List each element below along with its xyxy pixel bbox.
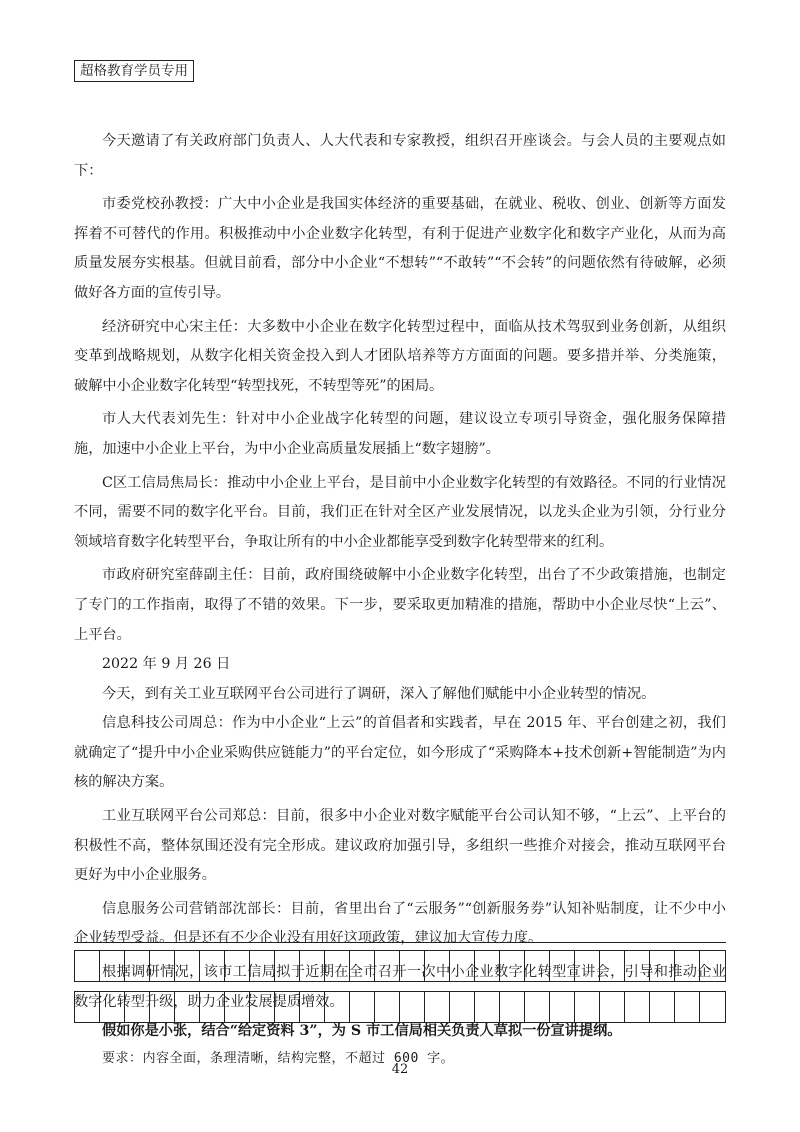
paragraph-intro: 今天邀请了有关政府部门负责人、人大代表和专家教授，组织召开座谈会。与会人员的主要观点如下： xyxy=(74,133,726,179)
grid-cell[interactable] xyxy=(250,992,275,1022)
grid-cell[interactable] xyxy=(475,992,500,1022)
grid-cell[interactable] xyxy=(650,951,675,981)
grid-cell[interactable] xyxy=(400,992,425,1022)
page-number: 42 xyxy=(391,1062,409,1077)
grid-cell[interactable] xyxy=(75,992,100,1022)
document-body xyxy=(74,127,726,1071)
grid-cell[interactable] xyxy=(275,992,300,1022)
grid-cell[interactable] xyxy=(100,951,125,981)
grid-cell[interactable] xyxy=(700,992,725,1022)
header-tag: 超格教育学员专用 xyxy=(74,60,194,82)
grid-cell[interactable] xyxy=(625,951,650,981)
grid-cell[interactable] xyxy=(75,951,100,981)
grid-cell[interactable] xyxy=(625,992,650,1022)
paragraph-conclusion: 根据调研情况，该市工信局拟于近期在全市召开一次中小企业数字化转型宣讲会，引导和推动企业数字化转型升级，助力企业发展提质增效。 xyxy=(74,964,726,1010)
grid-cell[interactable] xyxy=(125,951,150,981)
grid-cell[interactable] xyxy=(275,951,300,981)
grid-cell[interactable] xyxy=(100,992,125,1022)
grid-cell[interactable] xyxy=(650,992,675,1022)
grid-cell[interactable] xyxy=(200,992,225,1022)
paragraph-zheng: 工业互联网平台公司郑总：目前，很多中小企业对数字赋能平台公司认知不够，“上云”、上平台的积极性不高，整体氛围还没有完全形成。建议政府加强引导，多组织一些推介对接会，推动互联网平台更好为中小企业服务。 xyxy=(74,808,726,884)
grid-cell[interactable] xyxy=(300,951,325,981)
grid-cell[interactable] xyxy=(200,951,225,981)
grid-cell[interactable] xyxy=(475,951,500,981)
grid-cell[interactable] xyxy=(400,951,425,981)
paragraph-sun: 市委党校孙教授：广大中小企业是我国实体经济的重要基础，在就业、税收、创业、创新等方面发挥着不可替代的作用。积极推动中小企业数字化转型，有利于促进产业数字化和数字产业化，从而为高质量发展夯实根基。但就目前看，部分中小企业“不想转”“不敢转”“不会转”的问题依然有待破解，必须做好各方面的宣传引导。 xyxy=(74,196,726,301)
grid-cell[interactable] xyxy=(375,992,400,1022)
answer-grid-row[interactable] xyxy=(74,991,726,1023)
task-prompt: 假如你是小张，结合“给定资料 3”，为 S 市工信局相关负责人草拟一份宣讲提纲。 xyxy=(102,1023,622,1040)
grid-cell[interactable] xyxy=(525,992,550,1022)
grid-cell[interactable] xyxy=(600,951,625,981)
grid-cell[interactable] xyxy=(350,992,375,1022)
grid-cell[interactable] xyxy=(225,992,250,1022)
grid-top-rule xyxy=(74,942,726,943)
paragraph-liu: 市人大代表刘先生：针对中小企业战字化转型的问题，建议设立专项引导资金，强化服务保障措施，加速中小企业上平台，为中小企业高质量发展插上“数字翅膀”。 xyxy=(74,411,726,457)
grid-cell[interactable] xyxy=(500,951,525,981)
grid-cell[interactable] xyxy=(325,992,350,1022)
grid-cell[interactable] xyxy=(550,992,575,1022)
grid-cell[interactable] xyxy=(325,951,350,981)
grid-cell[interactable] xyxy=(675,951,700,981)
grid-cell[interactable] xyxy=(575,992,600,1022)
grid-cell[interactable] xyxy=(175,992,200,1022)
grid-cell[interactable] xyxy=(225,951,250,981)
grid-cell[interactable] xyxy=(525,951,550,981)
answer-grid[interactable] xyxy=(74,942,726,1023)
grid-cell[interactable] xyxy=(600,992,625,1022)
task-requirement: 要求：内容全面，条理清晰，结构完整，不超过 600 字。 xyxy=(102,1050,455,1066)
grid-cell[interactable] xyxy=(675,992,700,1022)
paragraph-zhou: 信息科技公司周总：作为中小企业“上云”的首倡者和实践者，早在 2015 年、平台创建之初，我们就确定了“提升中小企业采购供应链能力”的平台定位，如今形成了“采购降本+技术创新+智能制造”为内核的解决方案。 xyxy=(74,715,726,791)
paragraph-song: 经济研究中心宋主任：大多数中小企业在数字化转型过程中，面临从技术驾驭到业务创新，从组织变革到战略规划，从数字化相关资金投入到人才团队培养等方方面面的问题。要多措并举、分类施策，破解中小企业数字化转型“转型找死，不转型等死”的困局。 xyxy=(74,318,726,394)
grid-cell[interactable] xyxy=(425,992,450,1022)
grid-cell[interactable] xyxy=(375,951,400,981)
grid-cell[interactable] xyxy=(700,951,725,981)
grid-cell[interactable] xyxy=(500,992,525,1022)
grid-cell[interactable] xyxy=(450,992,475,1022)
paragraph-jiao: C区工信局焦局长：推动中小企业上平台，是目前中小企业数字化转型的有效路径。不同的行业情况不同，需要不同的数字化平台。目前，我们正在针对全区产业发展情况，以龙头企业为引领，分行业分领域培育数字化转型平台，争取让所有的中小企业都能享受到数字化转型带来的红利。 xyxy=(74,474,726,550)
grid-cell[interactable] xyxy=(250,951,275,981)
grid-cell[interactable] xyxy=(575,951,600,981)
paragraph-xue: 市政府研究室薛副主任：目前，政府围绕破解中小企业数字化转型，出台了不少政策措施，也制定了专门的工作指南，取得了不错的效果。下一步，要采取更加精准的措施，帮助中小企业尽快“上云”、上平台。 xyxy=(74,567,726,643)
grid-cell[interactable] xyxy=(150,992,175,1022)
grid-cell[interactable] xyxy=(450,951,475,981)
grid-cell[interactable] xyxy=(175,951,200,981)
answer-grid-row[interactable] xyxy=(74,950,726,982)
paragraph-survey: 今天，到有关工业互联网平台公司进行了调研，深入了解他们赋能中小企业转型的情况。 xyxy=(102,685,656,702)
grid-cell[interactable] xyxy=(125,992,150,1022)
grid-cell[interactable] xyxy=(550,951,575,981)
paragraph-date: 2022 年 9 月 26 日 xyxy=(102,656,231,673)
grid-cell[interactable] xyxy=(150,951,175,981)
grid-cell[interactable] xyxy=(350,951,375,981)
grid-cell[interactable] xyxy=(300,992,325,1022)
paragraph-shen: 信息服务公司营销部沈部长：目前，省里出台了“云服务”“创新服务券”认知补贴制度，让不少中小企业转型受益。但是还有不少企业没有用好这项政策，建议加大宣传力度。 xyxy=(74,900,726,947)
grid-cell[interactable] xyxy=(425,951,450,981)
